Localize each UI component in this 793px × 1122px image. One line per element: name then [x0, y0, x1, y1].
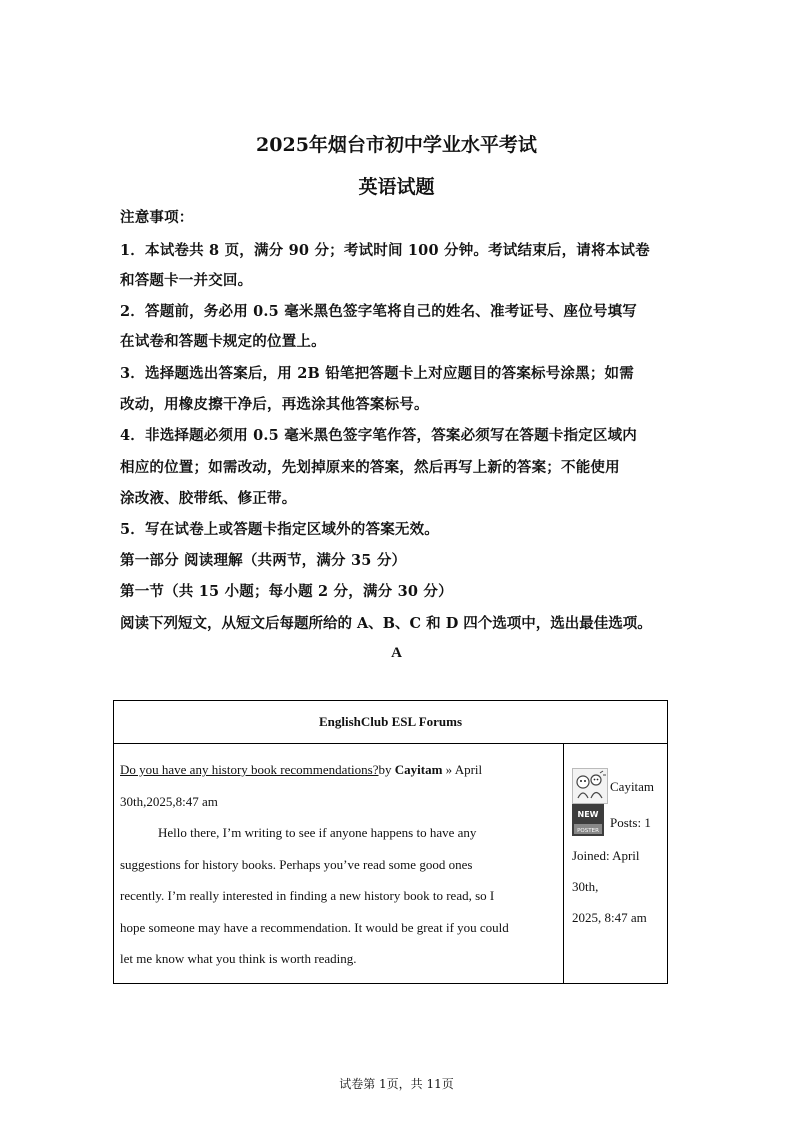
notice-line: 2．答题前，务必用 0.5 毫米黑色签字笔将自己的姓名、准考证号、座位号填写 [120, 303, 638, 320]
notice-line: 涂改液、胶带纸、修正带。 [120, 490, 297, 507]
post-date-prefix: » April [442, 762, 483, 777]
post-header [120, 754, 557, 786]
author-sidebar [564, 744, 668, 984]
joined-line: 30th, [572, 879, 599, 894]
by-label: by [378, 762, 395, 777]
subsection-heading: 第一节（共 15 小题；每小题 2 分，满分 30 分） [120, 583, 453, 600]
notice-line: 和答题卡一并交回。 [120, 272, 253, 289]
post-body-line: Hello there, I’m writing to see if anyone happens to have any [158, 825, 477, 840]
notice-line: 改动，用橡皮擦干净后，再选涂其他答案标号。 [120, 396, 429, 413]
part-heading: 第一部分 阅读理解（共两节，满分 35 分） [120, 552, 407, 569]
posts-row [572, 804, 663, 840]
post-count: Posts: 1 [610, 814, 651, 830]
post-body-line: recently. I’m really interested in finding a new history book to read, so I [120, 888, 495, 903]
post-date: 30th,2025,8:47 am [120, 793, 218, 809]
joined-line: Joined: April [572, 848, 640, 863]
notice-line: 在试卷和答题卡规定的位置上。 [120, 333, 326, 350]
post-body-line: let me know what you think is worth reading. [120, 951, 357, 966]
post-title-link[interactable]: Do you have any history book recommendations? [120, 762, 379, 777]
notice-line: 5．写在试卷上或答题卡指定区域外的答案无效。 [120, 521, 439, 538]
post-body-line: hope someone may have a recommendation. It would be great if you could [120, 919, 509, 935]
exam-subtitle: 英语试题 [358, 176, 435, 198]
author-username[interactable]: Cayitam [610, 778, 655, 794]
passage-letter: A [391, 645, 402, 661]
post-body-line: suggestions for history books. Perhaps you’ve read some good ones [120, 856, 473, 872]
reading-instruction: 阅读下列短文，从短文后每题所给的 A、B、C 和 D 四个选项中，选出最佳选项。 [120, 615, 652, 632]
notice-line: 3．选择题选出答案后，用 2B 铅笔把答题卡上对应题目的答案标号涂黑；如需 [120, 365, 634, 382]
forum-post-table [113, 700, 668, 984]
exam-title: 2025年烟台市初中学业水平考试 [256, 134, 537, 156]
cartoon-avatar-icon[interactable] [572, 768, 608, 804]
post-author[interactable]: Cayitam [394, 762, 443, 777]
badge-text-new: NEW [577, 810, 599, 819]
notice-line: 4．非选择题必须用 0.5 毫米黑色签字笔作答，答案必须写在答题卡指定区域内 [120, 427, 638, 444]
forum-name: EnglishClub ESL Forums [114, 701, 668, 744]
notice-line: 1．本试卷共 8 页，满分 90 分；考试时间 100 分钟。考试结束后，请将本试卷 [120, 242, 650, 259]
badge-text-poster: POSTER [577, 828, 599, 834]
joined-line: 2025, 8:47 am [572, 910, 647, 925]
post-content [114, 744, 564, 984]
author-row [572, 768, 663, 804]
notice-heading: 注意事项： [120, 209, 194, 226]
new-poster-badge-icon [572, 804, 608, 840]
notice-line: 相应的位置；如需改动，先划掉原来的答案，然后再写上新的答案；不能使用 [120, 459, 620, 476]
page-footer: 试卷第 1页，共 11页 [339, 1077, 454, 1091]
